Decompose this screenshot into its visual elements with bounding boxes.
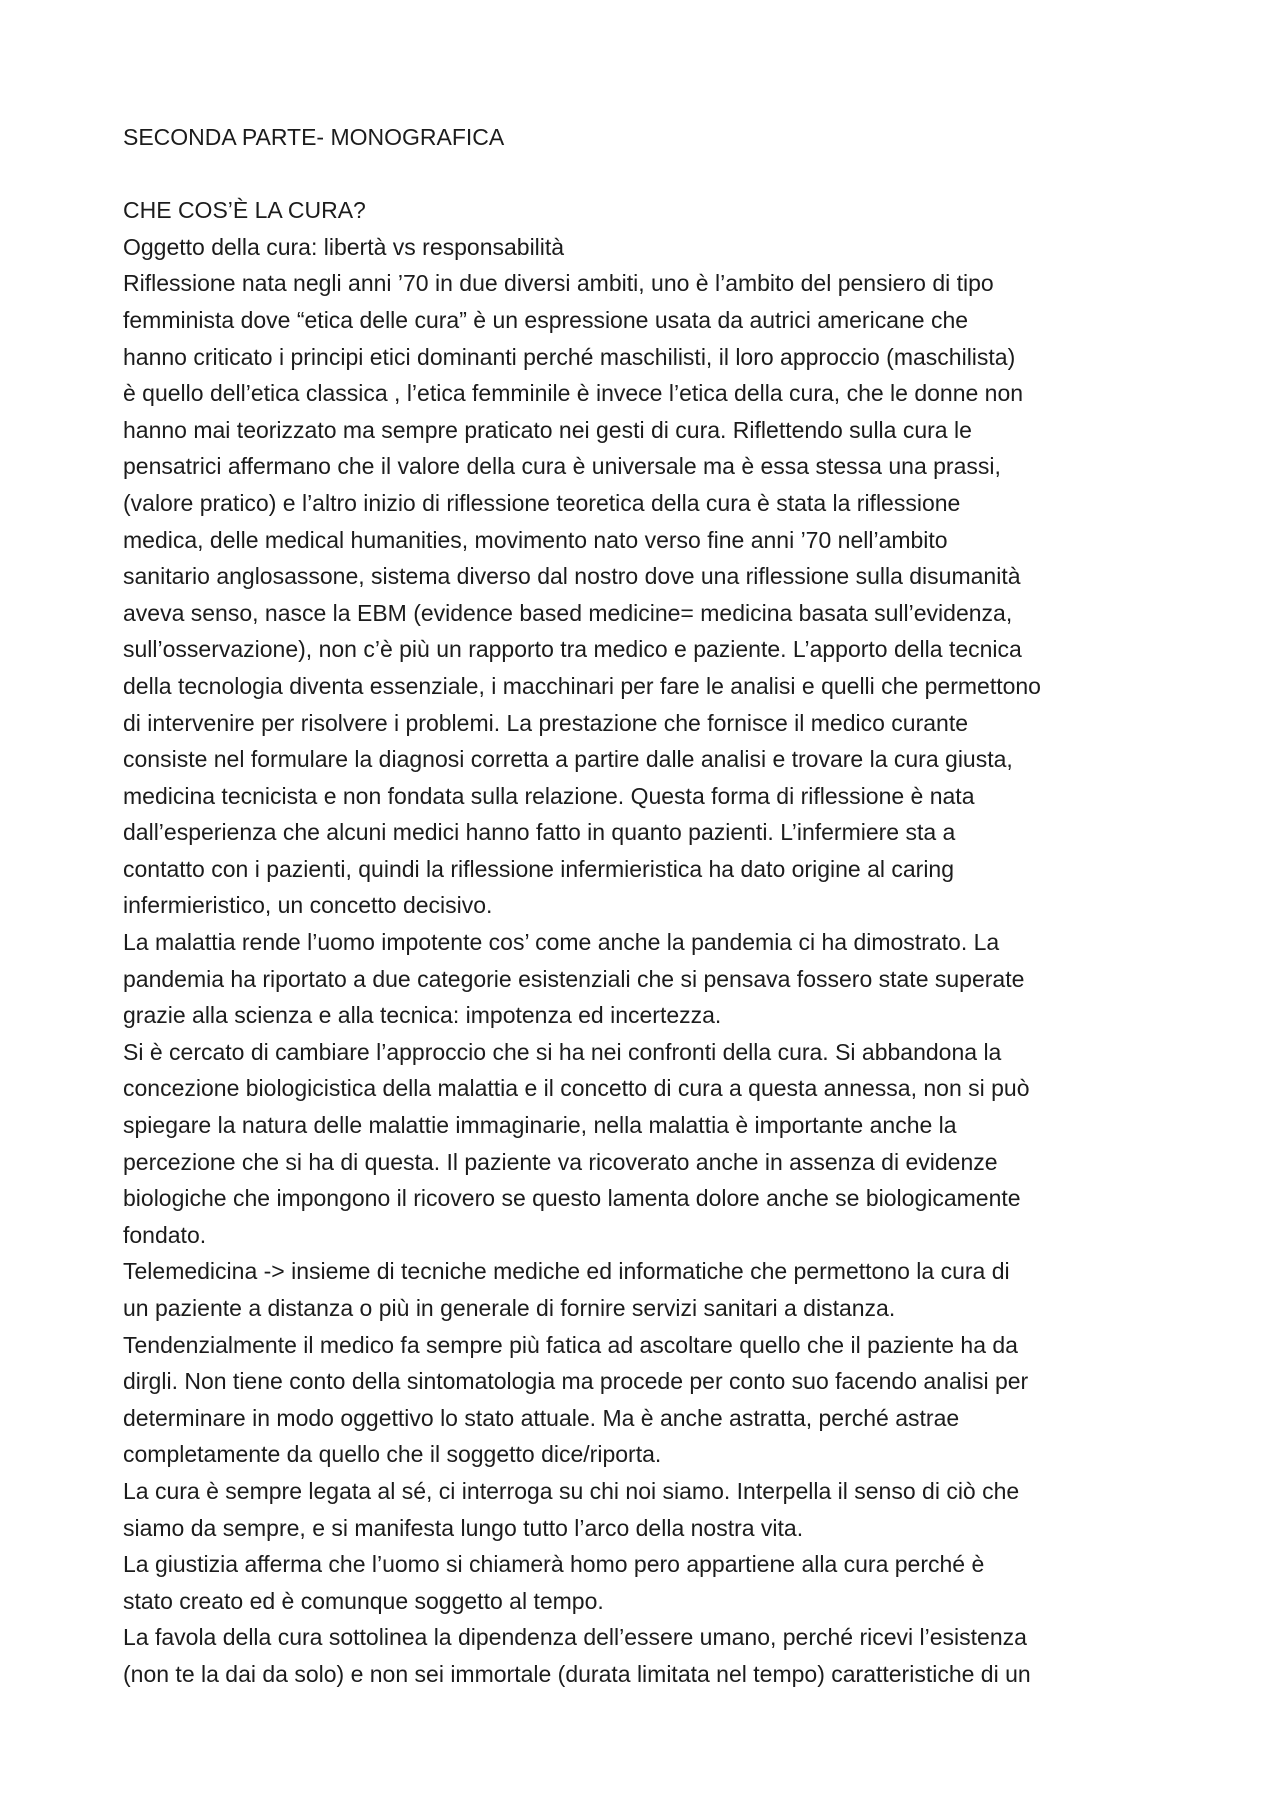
body-line: un paziente a distanza o più in generale di fornire servizi sanitari a distanza. — [123, 1295, 896, 1321]
body-line: medica, delle medical humanities, movimento nato verso fine anni ’70 nell’ambito — [123, 526, 948, 553]
body-line: La malattia rende l’uomo impotente cos’ come anche la pandemia ci ha dimostrato. La — [123, 929, 1000, 956]
body-line: completamente da quello che il soggetto dice/riporta. — [123, 1441, 662, 1468]
body-line: (valore pratico) e l’altro inizio di riflessione teoretica della cura è stata la riflessione — [123, 489, 961, 516]
body-line: dirgli. Non tiene conto della sintomatologia ma procede per conto suo facendo analisi per — [123, 1368, 1029, 1395]
body-line: infermieristico, un concetto decisivo. — [123, 892, 493, 919]
body-text — [123, 265, 1183, 1692]
section-title: SECONDA PARTE- MONOGRAFICA — [123, 124, 505, 150]
body-line: sull’osservazione), non c’è più un rapporto tra medico e paziente. L’apporto della tecnica — [123, 636, 1022, 663]
body-line: è quello dell’etica classica , l’etica femminile è invece l’etica della cura, che le donne non — [123, 380, 1024, 407]
document-body — [123, 119, 1183, 1693]
body-line: spiegare la natura delle malattie immaginarie, nella malattia è importante anche la — [123, 1112, 957, 1139]
body-line: (non te la dai da solo) e non sei immortale (durata limitata nel tempo) caratteristiche di un — [123, 1660, 1031, 1687]
body-line: femminista dove “etica delle cura” è un espressione usata da autrici americane che — [123, 306, 969, 333]
body-line: grazie alla scienza e alla tecnica: impotenza ed incertezza. — [123, 1002, 722, 1029]
body-line: contatto con i pazienti, quindi la riflessione infermieristica ha dato origine al caring — [123, 855, 955, 882]
body-line: pensatrici affermano che il valore della cura è universale ma è essa stessa una prassi, — [123, 453, 1001, 480]
page-subheading: Oggetto della cura: libertà vs responsabilità — [123, 233, 565, 260]
body-line: della tecnologia diventa essenziale, i macchinari per fare le analisi e quelli che permettono — [123, 672, 1041, 699]
body-line: hanno criticato i principi etici dominanti perché maschilisti, il loro approccio (maschilista) — [123, 343, 1016, 370]
body-line: Si è cercato di cambiare l’approccio che si ha nei confronti della cura. Si abbandona la — [123, 1038, 1002, 1065]
body-line: consiste nel formulare la diagnosi corretta a partire dalle analisi e trovare la cura giusta, — [123, 746, 1013, 773]
body-line: biologiche che impongono il ricovero se questo lamenta dolore anche se biologicamente — [123, 1185, 1021, 1212]
body-line: dall’esperienza che alcuni medici hanno fatto in quanto pazienti. L’infermiere sta a — [123, 819, 956, 846]
body-line: La giustizia afferma che l’uomo si chiamerà homo pero appartiene alla cura perché è — [123, 1551, 985, 1578]
body-line: stato creato ed è comunque soggetto al tempo. — [123, 1587, 604, 1614]
body-line: determinare in modo oggettivo lo stato attuale. Ma è anche astratta, perché astrae — [123, 1404, 960, 1431]
body-line: siamo da sempre, e si manifesta lungo tutto l’arco della nostra vita. — [123, 1514, 804, 1541]
body-line: di intervenire per risolvere i problemi. La prestazione che fornisce il medico curante — [123, 709, 969, 736]
body-line: Telemedicina -> insieme di tecniche mediche ed informatiche che permettono la cura di — [123, 1258, 1010, 1285]
body-line: fondato. — [123, 1221, 207, 1248]
body-line: sanitario anglosassone, sistema diverso dal nostro dove una riflessione sulla disumanità — [123, 563, 1021, 590]
body-line: La cura è sempre legata al sé, ci interroga su chi noi siamo. Interpella il senso di ciò che — [123, 1477, 1020, 1504]
blank-line — [123, 156, 1183, 193]
body-line: Tendenzialmente il medico fa sempre più fatica ad ascoltare quello che il paziente ha da — [123, 1331, 1018, 1358]
body-line: pandemia ha riportato a due categorie esistenziali che si pensava fossero state superate — [123, 965, 1025, 992]
body-line: medicina tecnicista e non fondata sulla relazione. Questa forma di riflessione è nata — [123, 782, 975, 809]
body-line: hanno mai teorizzato ma sempre praticato nei gesti di cura. Riflettendo sulla cura le — [123, 416, 972, 443]
body-line: percezione che si ha di questa. Il paziente va ricoverato anche in assenza di evidenze — [123, 1148, 998, 1175]
body-line: concezione biologicistica della malattia e il concetto di cura a questa annessa, non si può — [123, 1075, 1030, 1102]
body-line: aveva senso, nasce la EBM (evidence based medicine= medicina basata sull’evidenza, — [123, 599, 1013, 626]
body-line: La favola della cura sottolinea la dipendenza dell’essere umano, perché ricevi l’esistenza — [123, 1624, 1027, 1651]
page-heading: CHE COS’È LA CURA? — [123, 197, 366, 224]
body-line: Riflessione nata negli anni ’70 in due diversi ambiti, uno è l’ambito del pensiero di tipo — [123, 270, 994, 297]
